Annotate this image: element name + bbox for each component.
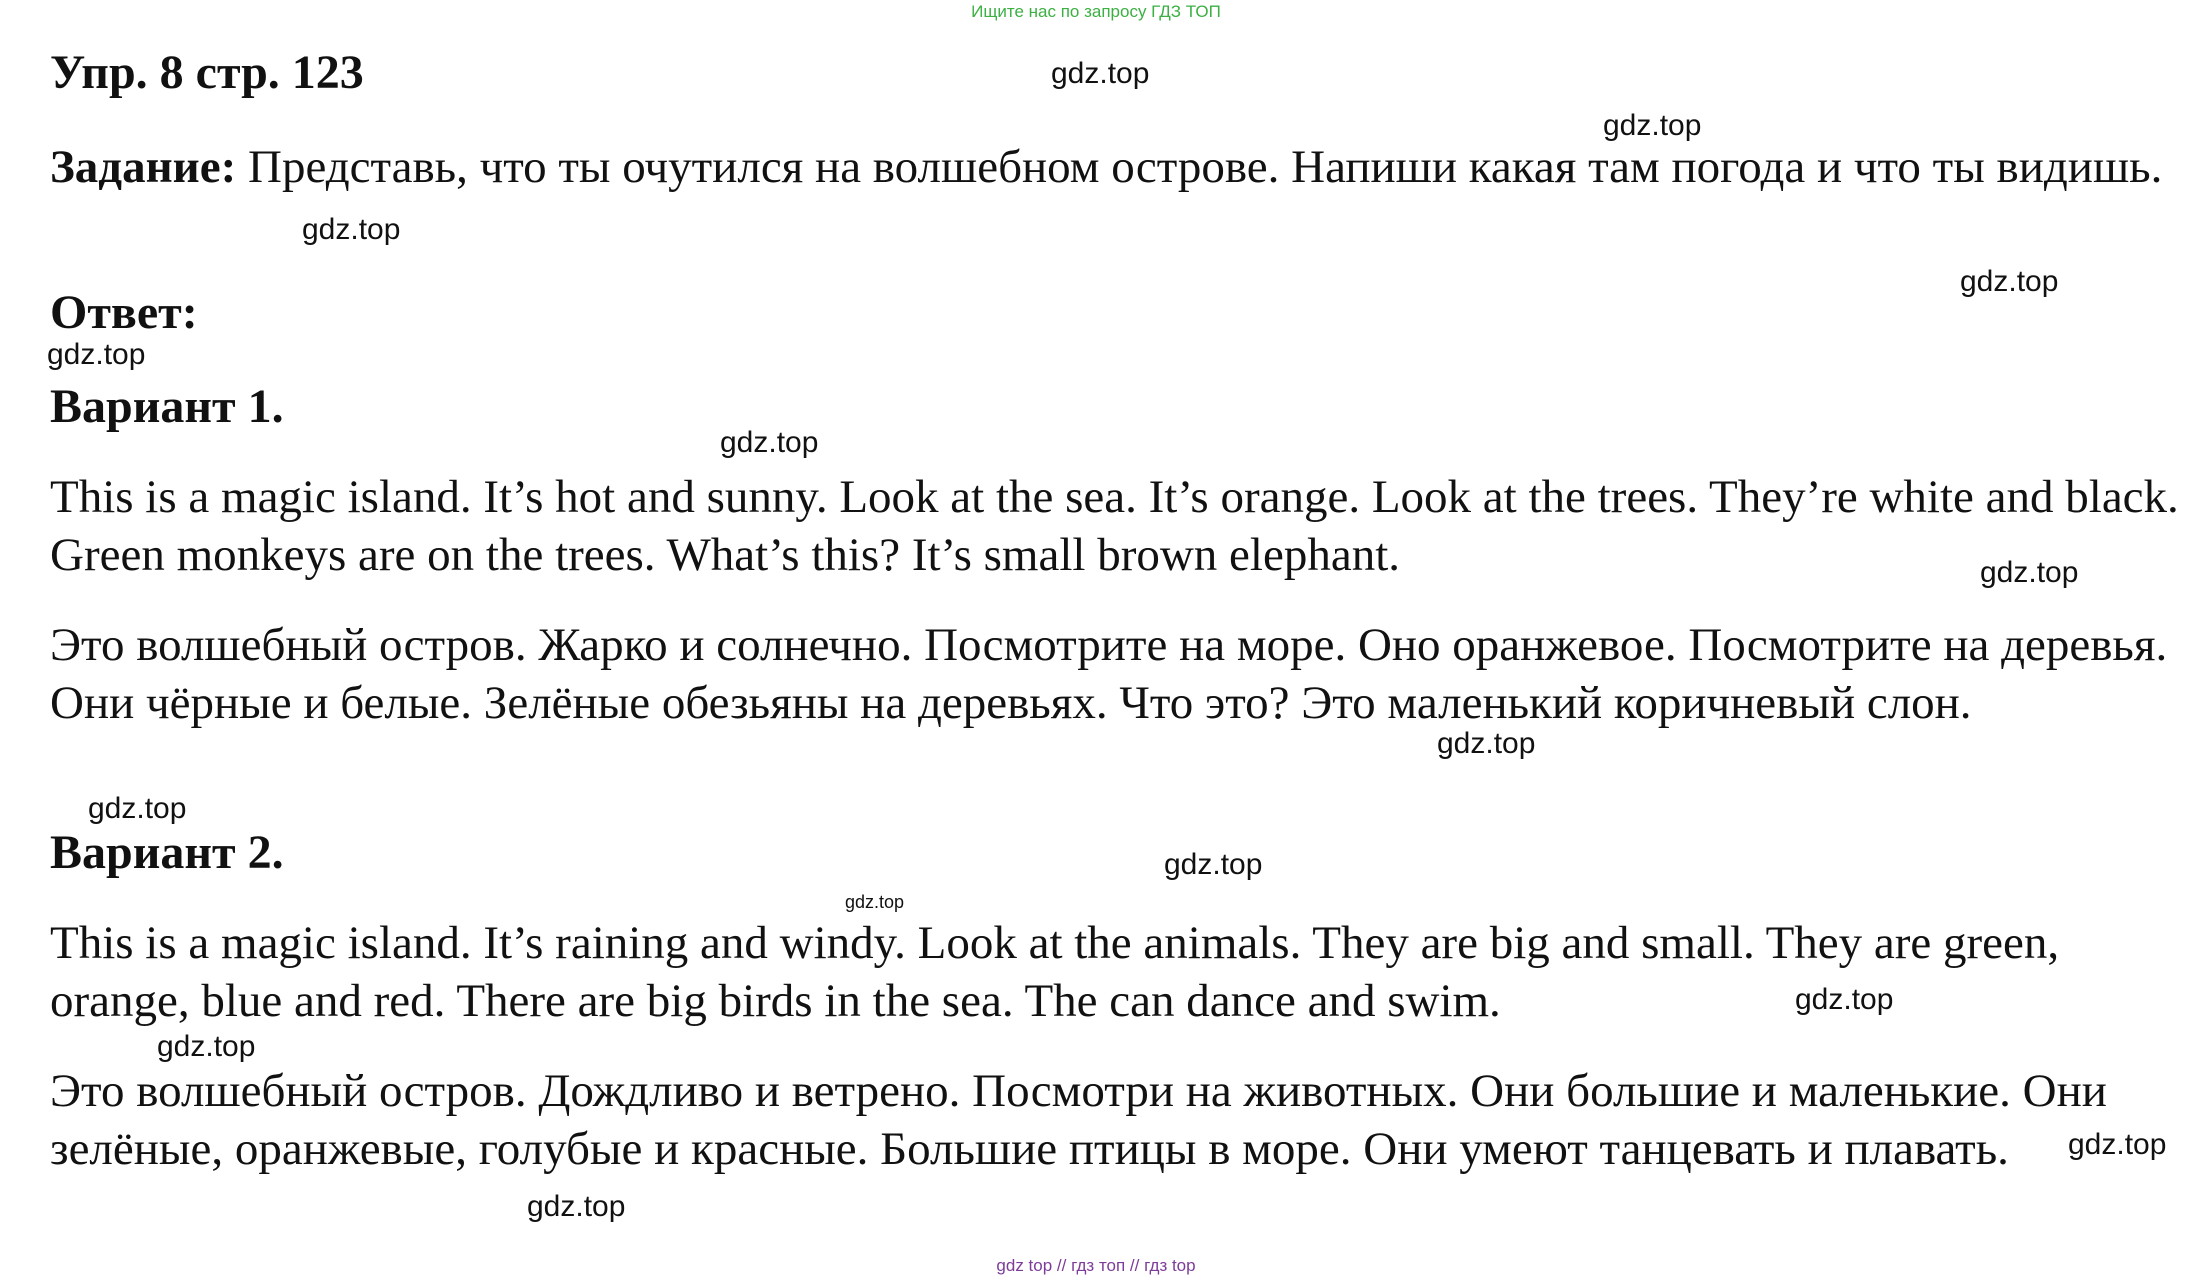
- watermark: gdz.top: [527, 1190, 626, 1223]
- watermark: gdz.top: [157, 1030, 256, 1063]
- variant-2-russian: Это волшебный остров. Дождливо и ветрено. Посмотри на животных. Они большие и маленькие. Они зелёные, оранжевые, голубые и красные. Большие птицы в море. Они умеют танцевать и плавать.: [50, 1065, 2107, 1175]
- watermark: gdz.top: [1795, 983, 1894, 1016]
- variant-2-english: This is a magic island. It’s raining and windy. Look at the animals. They are big and small. They are green, orange, blue and red. There are big birds in the sea. The can dance and swim.: [50, 917, 2060, 1027]
- variant-1-russian: Это волшебный остров. Жарко и солнечно. Посмотрите на море. Оно оранжевое. Посмотрите на деревья. Они чёрные и белые. Зелёные обезьяны на деревьях. Что это? Это маленький коричневый слон.: [50, 619, 2168, 729]
- variant-1-title: Вариант 1.: [50, 380, 284, 433]
- watermark: gdz.top: [1603, 109, 1702, 142]
- task-paragraph: [50, 138, 2180, 196]
- task-label: Задание:: [50, 141, 237, 193]
- variant-1-english: This is a magic island. It’s hot and sunny. Look at the sea. It’s orange. Look at the trees. They’re white and black. Green monkeys are on the trees. What’s this? It’s small brown elephant.: [50, 471, 2179, 581]
- watermark: gdz.top: [1437, 727, 1536, 760]
- watermark: gdz.top: [47, 338, 146, 371]
- watermark: gdz.top: [1980, 556, 2079, 589]
- top-banner: Ищите нас по запросу ГДЗ ТОП: [971, 2, 1221, 21]
- footer-links: gdz top // гдз топ // гдз top: [996, 1256, 1196, 1275]
- watermark: gdz.top: [88, 792, 187, 825]
- watermark: gdz.top: [302, 213, 401, 246]
- watermark: gdz.top: [1051, 57, 1150, 90]
- answer-label: Ответ:: [50, 286, 198, 339]
- watermark: gdz.top: [845, 892, 905, 912]
- exercise-title: Упр. 8 стр. 123: [50, 46, 364, 99]
- watermark: gdz.top: [2068, 1128, 2167, 1161]
- watermark: gdz.top: [720, 426, 819, 459]
- variant-2-title: Вариант 2.: [50, 826, 284, 879]
- watermark: gdz.top: [1164, 848, 1263, 881]
- task-text: Представь, что ты очутился на волшебном острове. Напиши какая там погода и что ты видишь.: [236, 141, 2163, 193]
- watermark: gdz.top: [1960, 265, 2059, 298]
